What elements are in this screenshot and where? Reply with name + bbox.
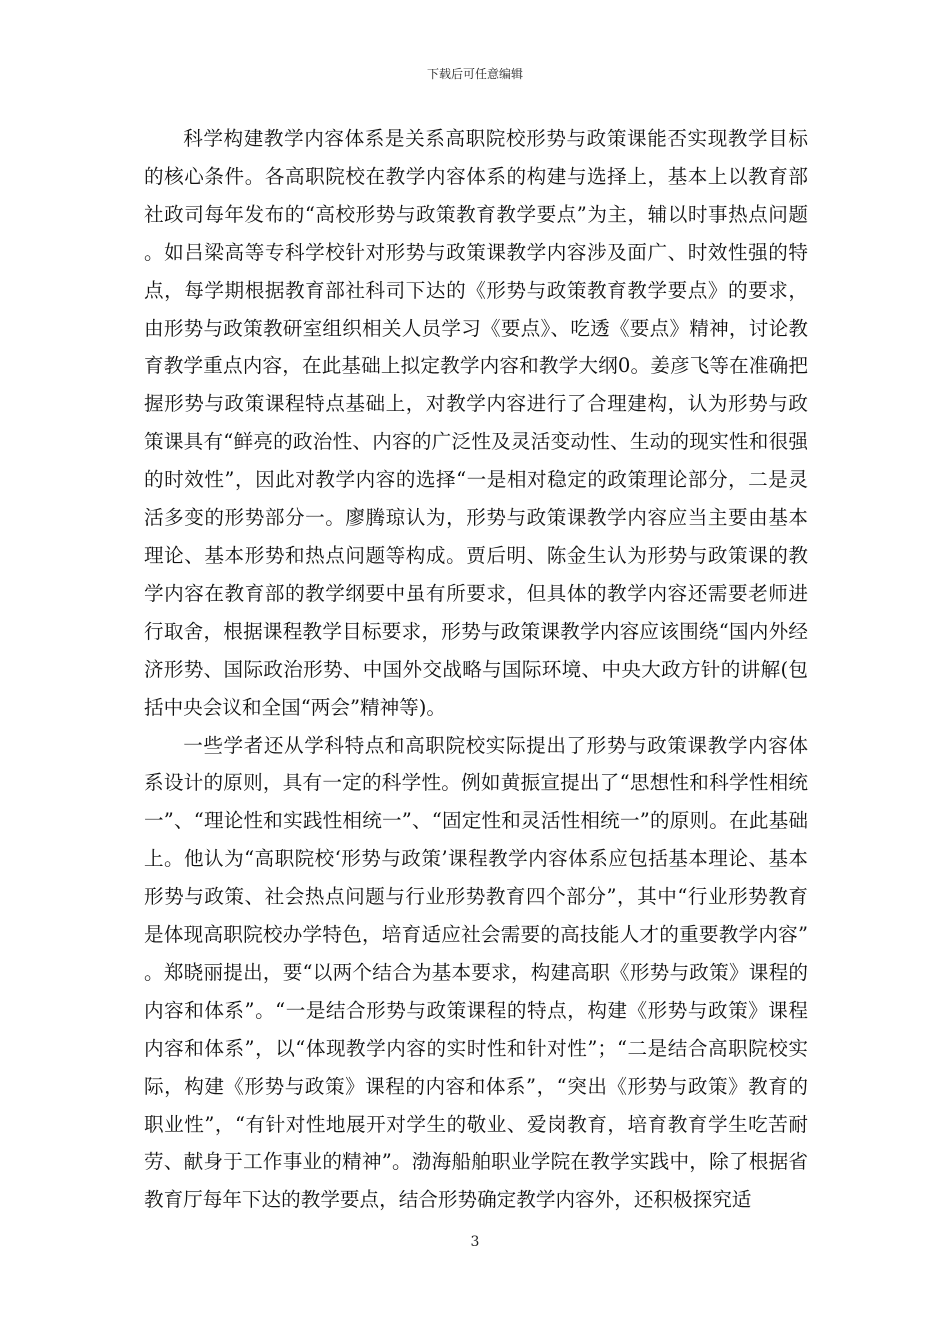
page-number: 3 bbox=[470, 1234, 480, 1250]
document-body bbox=[144, 120, 808, 1219]
paragraph: 一些学者还从学科特点和高职院校实际提出了形势与政策课教学内容体系设计的原则，具有一定的科学性。例如黄振宣提出了“思想性和科学性相统一”、“理论性和实践性相统一”、“固定性和灵活性相统一”的原则。在此基础上。他认为“高职院校‘形势与政策’课程教学内容体系应包括基本理论、基本形势与政策、社会热点问题与行业形势教育四个部分”，其中“行业形势教育是体现高职院校办学特色，培育适应社会需要的高技能人才的重要教学内容”。郑晓丽提出，要“以两个结合为基本要求，构建高职《形势与政策》课程的内容和体系”。“一是结合形势与政策课程的特点，构建《形势与政策》课程内容和体系”，以“体现教学内容的实时性和针对性”；“二是结合高职院校实际，构建《形势与政策》课程的内容和体系”，“突出《形势与政策》教育的职业性”，“有针对性地展开对学生的敬业、爱岗教育，培育教育学生吃苦耐劳、献身于工作事业的精神”。渤海船舶职业学院在教学实践中，除了根据省教育厅每年下达的教学要点，结合形势确定教学内容外，还积极探究适 bbox=[144, 733, 808, 1212]
paragraph: 科学构建教学内容体系是关系高职院校形势与政策课能否实现教学目标的核心条件。各高职院校在教学内容体系的构建与选择上，基本上以教育部社政司每年发布的“高校形势与政策教育教学要点”为主，辅以时事热点问题。如吕梁高等专科学校针对形势与政策课教学内容涉及面广、时效性强的特点，每学期根据教育部社科司下达的《形势与政策教育教学要点》的要求，由形势与政策教研室组织相关人员学习《要点》、吃透《要点》精神，讨论教育教学重点内容，在此基础上拟定教学内容和教学大纲0。姜彦飞等在准确把握形势与政策课程特点基础上，对教学内容进行了合理建构，认为形势与政策课具有“鲜亮的政治性、内容的广泛性及灵活变动性、生动的现实性和很强的时效性”，因此对教学内容的选择“一是相对稳定的政策理论部分，二是灵活多变的形势部分一。廖腾琼认为，形势与政策课教学内容应当主要由基本理论、基本形势和热点问题等构成。贾后明、陈金生认为形势与政策课的教学内容在教育部的教学纲要中虽有所要求，但具体的教学内容还需要老师进行取舍，根据课程教学目标要求，形势与政策课教学内容应该围绕“国内外经济形势、国际政治形势、中国外交战略与国际环境、中央大政方针的讲解(包括中央会议和全国“两会”精神等)。 bbox=[144, 127, 808, 719]
page-header: 下载后可任意编辑 bbox=[426, 67, 523, 81]
